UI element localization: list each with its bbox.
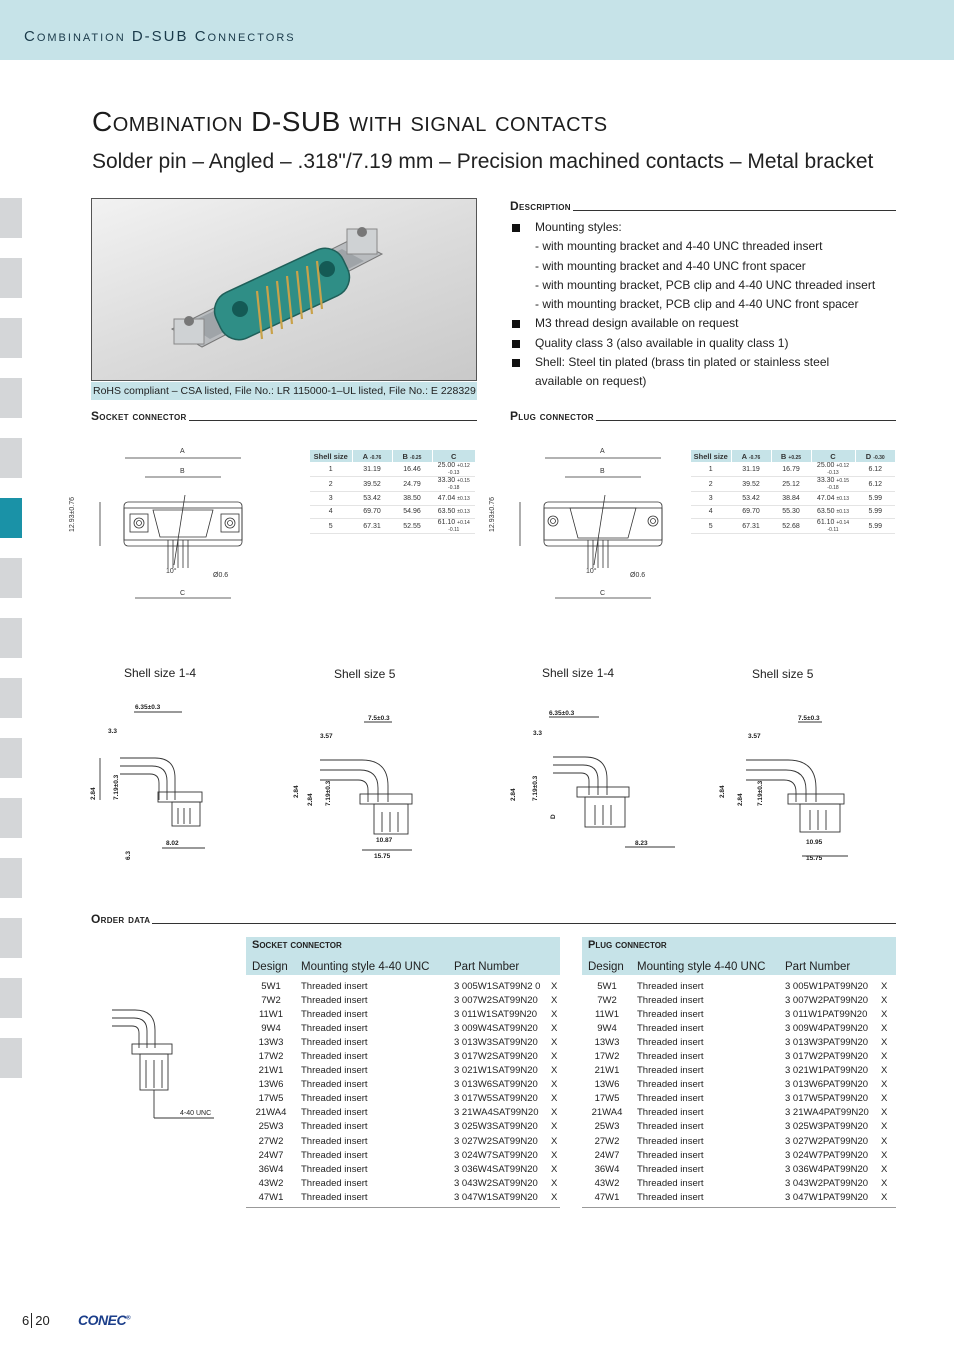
design-cell: 25W3 — [594, 1121, 620, 1133]
x-cell: X — [551, 1149, 558, 1161]
description-item: - with mounting bracket, PCB clip and 4-40 UNC threaded insert — [535, 277, 876, 292]
dim-label: 7.5±0.3 — [368, 715, 390, 722]
part-number-cell: 3 013W3PAT99N20 — [785, 1037, 869, 1049]
plug-front-drawing — [489, 440, 688, 610]
dim-label: 7.5±0.3 — [798, 715, 820, 722]
mounting-cell: Threaded insert — [637, 1093, 704, 1105]
plug-order-table — [582, 937, 896, 1208]
bullet-icon — [512, 359, 520, 367]
dim-label-a: A — [600, 448, 605, 455]
mounting-cell: Threaded insert — [637, 1121, 704, 1133]
dim-label: D — [550, 814, 557, 819]
design-cell: 9W4 — [597, 1023, 617, 1035]
x-cell: X — [881, 1037, 888, 1049]
design-cell: 11W1 — [258, 1009, 284, 1021]
table-row: 5 67.31 52.55 61.10 +0.14 -0.11 — [310, 519, 475, 534]
dim-label-angle: 10° — [166, 568, 177, 575]
x-cell: X — [881, 1149, 888, 1161]
side-tab[interactable] — [0, 738, 22, 778]
table-row — [246, 1021, 560, 1035]
bullet-icon — [512, 340, 520, 348]
dim-label: 7.19±0.3 — [532, 775, 539, 801]
bullet-icon — [512, 224, 520, 232]
design-cell: 13W3 — [594, 1037, 620, 1049]
dim-label: 6.3 — [125, 850, 132, 860]
x-cell: X — [881, 1177, 888, 1189]
table-header-row — [691, 450, 895, 462]
table-row — [582, 1148, 896, 1162]
table-row — [246, 1134, 560, 1148]
dim-label: 15.75 — [374, 853, 391, 860]
mounting-cell: Threaded insert — [637, 1051, 704, 1063]
dim-label: 7.19±0.3 — [325, 780, 332, 806]
dim-label: 2.84 — [737, 793, 744, 806]
design-cell: 21WA4 — [591, 1107, 623, 1119]
x-cell: X — [881, 1009, 888, 1021]
x-cell: X — [881, 981, 888, 992]
table-title: Plug connector — [588, 939, 667, 951]
mounting-cell: Threaded insert — [637, 1163, 704, 1175]
design-cell: 47W1 — [594, 1191, 620, 1203]
table-row — [582, 1162, 896, 1176]
x-cell: X — [551, 995, 558, 1007]
table-header: Shell size — [691, 450, 731, 462]
side-tab[interactable] — [0, 318, 22, 358]
dim-label: 2.84 — [293, 785, 300, 798]
dim-label-b: B — [180, 468, 185, 475]
section-title: Combination D-SUB Connectors — [24, 28, 296, 45]
dim-label: 3.57 — [320, 733, 333, 740]
design-cell: 17W5 — [258, 1093, 284, 1105]
x-cell: X — [551, 1037, 558, 1049]
bullet-icon — [512, 320, 520, 328]
mounting-cell: Threaded insert — [301, 1177, 368, 1189]
mounting-cell: Threaded insert — [301, 1065, 368, 1077]
design-cell: 36W4 — [594, 1163, 620, 1175]
socket-heading: Socket connector — [91, 409, 187, 423]
part-number-cell: 3 011W1SAT99N20 — [454, 1009, 538, 1021]
table-row: 1 31.19 16.46 25.00 +0.12 -0.13 — [310, 462, 475, 477]
table-row — [246, 1063, 560, 1077]
x-cell: X — [551, 1107, 558, 1119]
column-header: Mounting style 4-40 UNC — [301, 961, 430, 973]
table-row — [246, 993, 560, 1007]
page-number: 6 20 — [22, 1313, 50, 1328]
part-number-cell: 3 017W5SAT99N20 — [454, 1093, 538, 1105]
x-cell: X — [881, 1079, 888, 1091]
dim-label: 2.84 — [510, 788, 517, 801]
design-cell: 43W2 — [258, 1177, 284, 1189]
description-item: - with mounting bracket, PCB clip and 4-40 UNC front spacer — [535, 297, 859, 312]
description-item: Mounting styles: — [510, 218, 910, 237]
part-number-cell: 3 013W6PAT99N20 — [785, 1079, 869, 1091]
x-cell: X — [551, 1121, 558, 1133]
part-number-cell: 3 021W1SAT99N20 — [454, 1065, 538, 1077]
dim-label: 2.84 — [719, 785, 726, 798]
design-cell: 47W1 — [258, 1191, 284, 1203]
order-data-heading: Order data — [91, 912, 151, 926]
product-photo — [91, 198, 477, 381]
table-row: 4 69.70 55.30 63.50 ±0.13 5.99 — [691, 505, 895, 519]
mounting-cell: Threaded insert — [637, 995, 704, 1007]
part-number-cell: 3 007W2SAT99N20 — [454, 995, 538, 1007]
mounting-cell: Threaded insert — [301, 1079, 368, 1091]
x-cell: X — [881, 995, 888, 1007]
table-row — [246, 1162, 560, 1176]
table-row — [582, 1021, 896, 1035]
mounting-cell: Threaded insert — [301, 1023, 368, 1035]
conec-logo: CONEC® — [78, 1312, 130, 1328]
mounting-cell: Threaded insert — [301, 995, 368, 1007]
dim-label: 7.19±0.3 — [113, 774, 120, 800]
table-row — [246, 979, 560, 993]
mounting-cell: Threaded insert — [301, 1121, 368, 1133]
x-cell: X — [551, 1065, 558, 1077]
table-row: 4 69.70 54.96 63.50 ±0.13 — [310, 505, 475, 519]
mounting-cell: Threaded insert — [301, 1009, 368, 1021]
description-item: - with mounting bracket and 4-40 UNC front spacer — [535, 258, 806, 273]
part-number-cell: 3 017W5PAT99N20 — [785, 1093, 869, 1105]
part-number-cell: 3 011W1PAT99N20 — [785, 1009, 868, 1021]
dim-label-dia: Ø0.6 — [213, 572, 229, 579]
description-item: Shell: Steel tin plated (brass tin plated or stainless steel — [510, 353, 910, 372]
mounting-cell: Threaded insert — [301, 1051, 368, 1063]
side-view-plug-1-4 — [505, 705, 670, 855]
table-row — [582, 993, 896, 1007]
design-cell: 7W2 — [597, 995, 617, 1007]
part-number-cell: 3 043W2SAT99N20 — [454, 1177, 538, 1189]
part-number-cell: 3 027W2SAT99N20 — [454, 1135, 538, 1147]
table-row — [246, 1176, 560, 1190]
x-cell: X — [881, 1065, 888, 1077]
table-header: D -0.30 — [855, 450, 895, 462]
description-item: Quality class 3 (also available in quality class 1) — [510, 334, 910, 353]
mounting-cell: Threaded insert — [301, 1093, 368, 1105]
design-cell: 13W3 — [258, 1037, 284, 1049]
dim-label: 8.23 — [635, 840, 648, 847]
part-number-cell: 3 025W3PAT99N20 — [785, 1121, 869, 1133]
design-cell: 13W6 — [594, 1079, 620, 1091]
mounting-cell: Threaded insert — [301, 981, 368, 992]
table-header: B +0.25 — [771, 450, 811, 462]
caption-socket-shell-1-4: Shell size 1-4 — [124, 666, 197, 680]
design-cell: 27W2 — [594, 1135, 620, 1147]
caption-plug-shell-1-4: Shell size 1-4 — [542, 666, 615, 680]
x-cell: X — [551, 1009, 558, 1021]
design-cell: 9W4 — [261, 1023, 281, 1035]
x-cell: X — [881, 1121, 888, 1133]
x-cell: X — [881, 1135, 888, 1147]
mounting-cell: Threaded insert — [637, 1065, 704, 1077]
part-number-cell: 3 017W2SAT99N20 — [454, 1051, 538, 1063]
part-number-cell: 3 013W6SAT99N20 — [454, 1079, 538, 1091]
mounting-cell: Threaded insert — [637, 1009, 704, 1021]
table-header: A -0.76 — [352, 450, 392, 462]
side-tab[interactable] — [0, 258, 22, 298]
x-cell: X — [551, 1135, 558, 1147]
side-tab[interactable] — [0, 438, 22, 478]
table-row — [582, 1035, 896, 1049]
table-header — [246, 937, 560, 975]
mounting-cell: Threaded insert — [637, 1191, 704, 1203]
page-title: Combination D-SUB with signal contacts — [92, 106, 608, 137]
part-number-cell: 3 007W2PAT99N20 — [785, 995, 869, 1007]
design-cell: 36W4 — [258, 1163, 284, 1175]
plug-heading: Plug connector — [510, 409, 594, 423]
dim-label: 3.57 — [748, 733, 761, 740]
side-tab-active[interactable] — [0, 498, 22, 538]
part-number-cell: 3 009W4PAT99N20 — [785, 1023, 869, 1035]
divider — [91, 923, 896, 924]
side-view-socket-1-4 — [90, 700, 220, 870]
table-row: 3 53.42 38.50 47.04 ±0.13 — [310, 492, 475, 506]
table-header: C — [811, 450, 855, 462]
table-row — [246, 1049, 560, 1063]
design-cell: 24W7 — [594, 1149, 620, 1161]
thread-label: 4-40 UNC — [180, 1110, 212, 1117]
table-header — [582, 937, 896, 975]
part-number-cell: 3 036W4SAT99N20 — [454, 1163, 538, 1175]
mounting-cell: Threaded insert — [301, 1107, 368, 1119]
dim-label-angle: 10° — [586, 568, 597, 575]
design-cell: 5W1 — [597, 981, 617, 992]
description-item: - with mounting bracket and 4-40 UNC threaded insert — [535, 239, 823, 254]
side-tab[interactable] — [0, 798, 22, 838]
table-row — [582, 1105, 896, 1119]
design-cell: 17W5 — [594, 1093, 620, 1105]
mounting-cell: Threaded insert — [301, 1149, 368, 1161]
table-row: 3 53.42 38.84 47.04 ±0.13 5.99 — [691, 492, 895, 506]
table-header: C — [432, 450, 475, 462]
part-number-cell: 3 036W4PAT99N20 — [785, 1163, 869, 1175]
table-row: 2 39.52 24.79 33.30 +0.15 -0.18 — [310, 477, 475, 492]
part-number-cell: 3 005W1PAT99N20 — [785, 981, 869, 992]
design-cell: 17W2 — [258, 1051, 284, 1063]
mounting-cell: Threaded insert — [637, 1037, 704, 1049]
table-row — [582, 979, 896, 993]
mounting-cell: Threaded insert — [301, 1037, 368, 1049]
mounting-cell: Threaded insert — [637, 1177, 704, 1189]
table-row — [246, 1007, 560, 1021]
design-cell: 27W2 — [258, 1135, 284, 1147]
table-row — [582, 1176, 896, 1190]
mounting-cell: Threaded insert — [637, 1135, 704, 1147]
description-heading: Description — [510, 199, 571, 213]
dim-label: 2.84 — [90, 787, 97, 800]
page-subtitle: Solder pin – Angled – .318"/7.19 mm – Precision machined contacts – Metal bracket — [92, 150, 874, 173]
part-number-cell: 3 047W1PAT99N20 — [785, 1191, 869, 1203]
dim-label-c: C — [600, 590, 606, 597]
description-list — [510, 218, 910, 392]
design-cell: 21WA4 — [255, 1107, 287, 1119]
part-number-cell: 3 024W7SAT99N20 — [454, 1149, 538, 1161]
part-number-cell: 3 021W1PAT99N20 — [785, 1065, 869, 1077]
design-cell: 43W2 — [594, 1177, 620, 1189]
table-row: 1 31.19 16.79 25.00 +0.12 -0.13 6.12 — [691, 462, 895, 477]
rohs-note: RoHS compliant – CSA listed, File No.: LR 115000-1–UL listed, File No.: E 228329 — [91, 382, 477, 400]
design-cell: 17W2 — [594, 1051, 620, 1063]
dim-label-b: B — [600, 468, 605, 475]
column-header: Mounting style 4-40 UNC — [637, 961, 766, 973]
table-row — [246, 1119, 560, 1133]
table-header: Shell size — [310, 450, 352, 462]
mounting-cell: Threaded insert — [637, 1107, 704, 1119]
part-number-cell: 3 013W3SAT99N20 — [454, 1037, 538, 1049]
mounting-cell: Threaded insert — [637, 1079, 704, 1091]
dim-label-a: A — [180, 448, 185, 455]
table-row — [582, 1190, 896, 1204]
design-cell: 21W1 — [594, 1065, 620, 1077]
x-cell: X — [881, 1093, 888, 1105]
part-number-cell: 3 024W7PAT99N20 — [785, 1149, 869, 1161]
dim-label: 15.75 — [806, 855, 823, 862]
table-header: A -0.76 — [731, 450, 771, 462]
description-item: M3 thread design available on request — [510, 314, 910, 333]
table-row — [246, 1035, 560, 1049]
dim-label: 6.35±0.3 — [549, 710, 575, 717]
table-header: B -0.25 — [392, 450, 432, 462]
dim-label-dia: Ø0.6 — [630, 572, 646, 579]
side-tab[interactable] — [0, 1038, 22, 1078]
table-row — [246, 1148, 560, 1162]
design-cell: 7W2 — [261, 995, 281, 1007]
table-row — [246, 1105, 560, 1119]
part-number-cell: 3 027W2PAT99N20 — [785, 1135, 869, 1147]
part-number-cell: 3 017W2PAT99N20 — [785, 1051, 869, 1063]
table-title: Socket connector — [252, 939, 342, 951]
order-side-drawing — [110, 1000, 225, 1130]
part-number-cell: 3 009W4SAT99N20 — [454, 1023, 538, 1035]
socket-order-table — [246, 937, 560, 1208]
side-tab[interactable] — [0, 558, 22, 598]
part-number-cell: 3 043W2PAT99N20 — [785, 1177, 869, 1189]
mounting-cell: Threaded insert — [637, 981, 704, 992]
design-cell: 21W1 — [258, 1065, 284, 1077]
caption-socket-shell-5: Shell size 5 — [334, 667, 396, 681]
plug-dim-table — [691, 450, 895, 534]
mounting-cell: Threaded insert — [301, 1163, 368, 1175]
design-cell: 11W1 — [594, 1009, 620, 1021]
x-cell: X — [551, 1093, 558, 1105]
table-row — [582, 1063, 896, 1077]
socket-front-drawing — [69, 440, 268, 610]
column-header: Part Number — [785, 961, 851, 973]
dim-label: 7.19±0.3 — [757, 780, 764, 806]
x-cell: X — [881, 1023, 888, 1035]
table-row — [246, 1091, 560, 1105]
side-tab[interactable] — [0, 858, 22, 898]
mounting-cell: Threaded insert — [301, 1135, 368, 1147]
table-row — [582, 1007, 896, 1021]
x-cell: X — [881, 1191, 888, 1203]
mounting-cell: Threaded insert — [301, 1191, 368, 1203]
x-cell: X — [551, 1177, 558, 1189]
side-tab[interactable] — [0, 918, 22, 958]
table-row — [246, 1077, 560, 1091]
side-tab[interactable] — [0, 378, 22, 418]
design-cell: 25W3 — [258, 1121, 284, 1133]
table-row — [582, 1091, 896, 1105]
x-cell: X — [881, 1163, 888, 1175]
caption-plug-shell-5: Shell size 5 — [752, 667, 814, 681]
table-row — [582, 1077, 896, 1091]
part-number-cell: 3 005W1SAT99N2 0 — [454, 981, 541, 992]
part-number-cell: 3 21WA4PAT99N20 — [785, 1107, 869, 1119]
dim-label-height: 12.93±0.76 — [69, 497, 76, 532]
x-cell: X — [881, 1051, 888, 1063]
side-view-socket-5 — [290, 710, 430, 870]
description-item: available on request) — [535, 374, 647, 389]
connector-illustration — [172, 227, 382, 347]
part-number-cell: 3 21WA4SAT99N20 — [454, 1107, 539, 1119]
column-header: Design — [252, 961, 288, 973]
table-body — [582, 975, 896, 1204]
x-cell: X — [881, 1107, 888, 1119]
x-cell: X — [551, 1163, 558, 1175]
x-cell: X — [551, 1079, 558, 1091]
x-cell: X — [551, 981, 558, 992]
design-cell: 24W7 — [258, 1149, 284, 1161]
table-header-row — [310, 450, 475, 462]
socket-dim-table — [310, 450, 475, 534]
table-row — [582, 1049, 896, 1063]
dim-label-height: 12.93±0.76 — [489, 497, 496, 532]
design-cell: 5W1 — [261, 981, 281, 992]
dim-label: 2.84 — [307, 793, 314, 806]
side-view-plug-5 — [712, 710, 862, 870]
table-row — [246, 1190, 560, 1204]
dim-label: 6.35±0.3 — [135, 704, 161, 711]
design-cell: 13W6 — [258, 1079, 284, 1091]
part-number-cell: 3 047W1SAT99N20 — [454, 1191, 538, 1203]
x-cell: X — [551, 1023, 558, 1035]
column-header: Design — [588, 961, 624, 973]
x-cell: X — [551, 1191, 558, 1203]
dim-label: 8.02 — [166, 840, 179, 847]
dim-label: 10.95 — [806, 839, 823, 846]
dim-label: 10.87 — [376, 837, 393, 844]
mounting-cell: Threaded insert — [637, 1149, 704, 1161]
header-band — [0, 0, 954, 60]
side-tab[interactable] — [0, 198, 22, 238]
side-tab[interactable] — [0, 618, 22, 658]
x-cell: X — [551, 1051, 558, 1063]
part-number-cell: 3 025W3SAT99N20 — [454, 1121, 538, 1133]
dim-label-c: C — [180, 590, 186, 597]
dim-label: 3.3 — [533, 730, 543, 737]
table-row: 2 39.52 25.12 33.30 +0.15 -0.18 6.12 — [691, 477, 895, 492]
table-row — [582, 1119, 896, 1133]
column-header: Part Number — [454, 961, 520, 973]
table-row — [582, 1134, 896, 1148]
dim-label: 3.3 — [108, 728, 118, 735]
side-tab[interactable] — [0, 978, 22, 1018]
mounting-cell: Threaded insert — [637, 1023, 704, 1035]
table-row: 5 67.31 52.68 61.10 +0.14 -0.11 5.99 — [691, 519, 895, 534]
table-body — [246, 975, 560, 1204]
side-tab[interactable] — [0, 678, 22, 718]
